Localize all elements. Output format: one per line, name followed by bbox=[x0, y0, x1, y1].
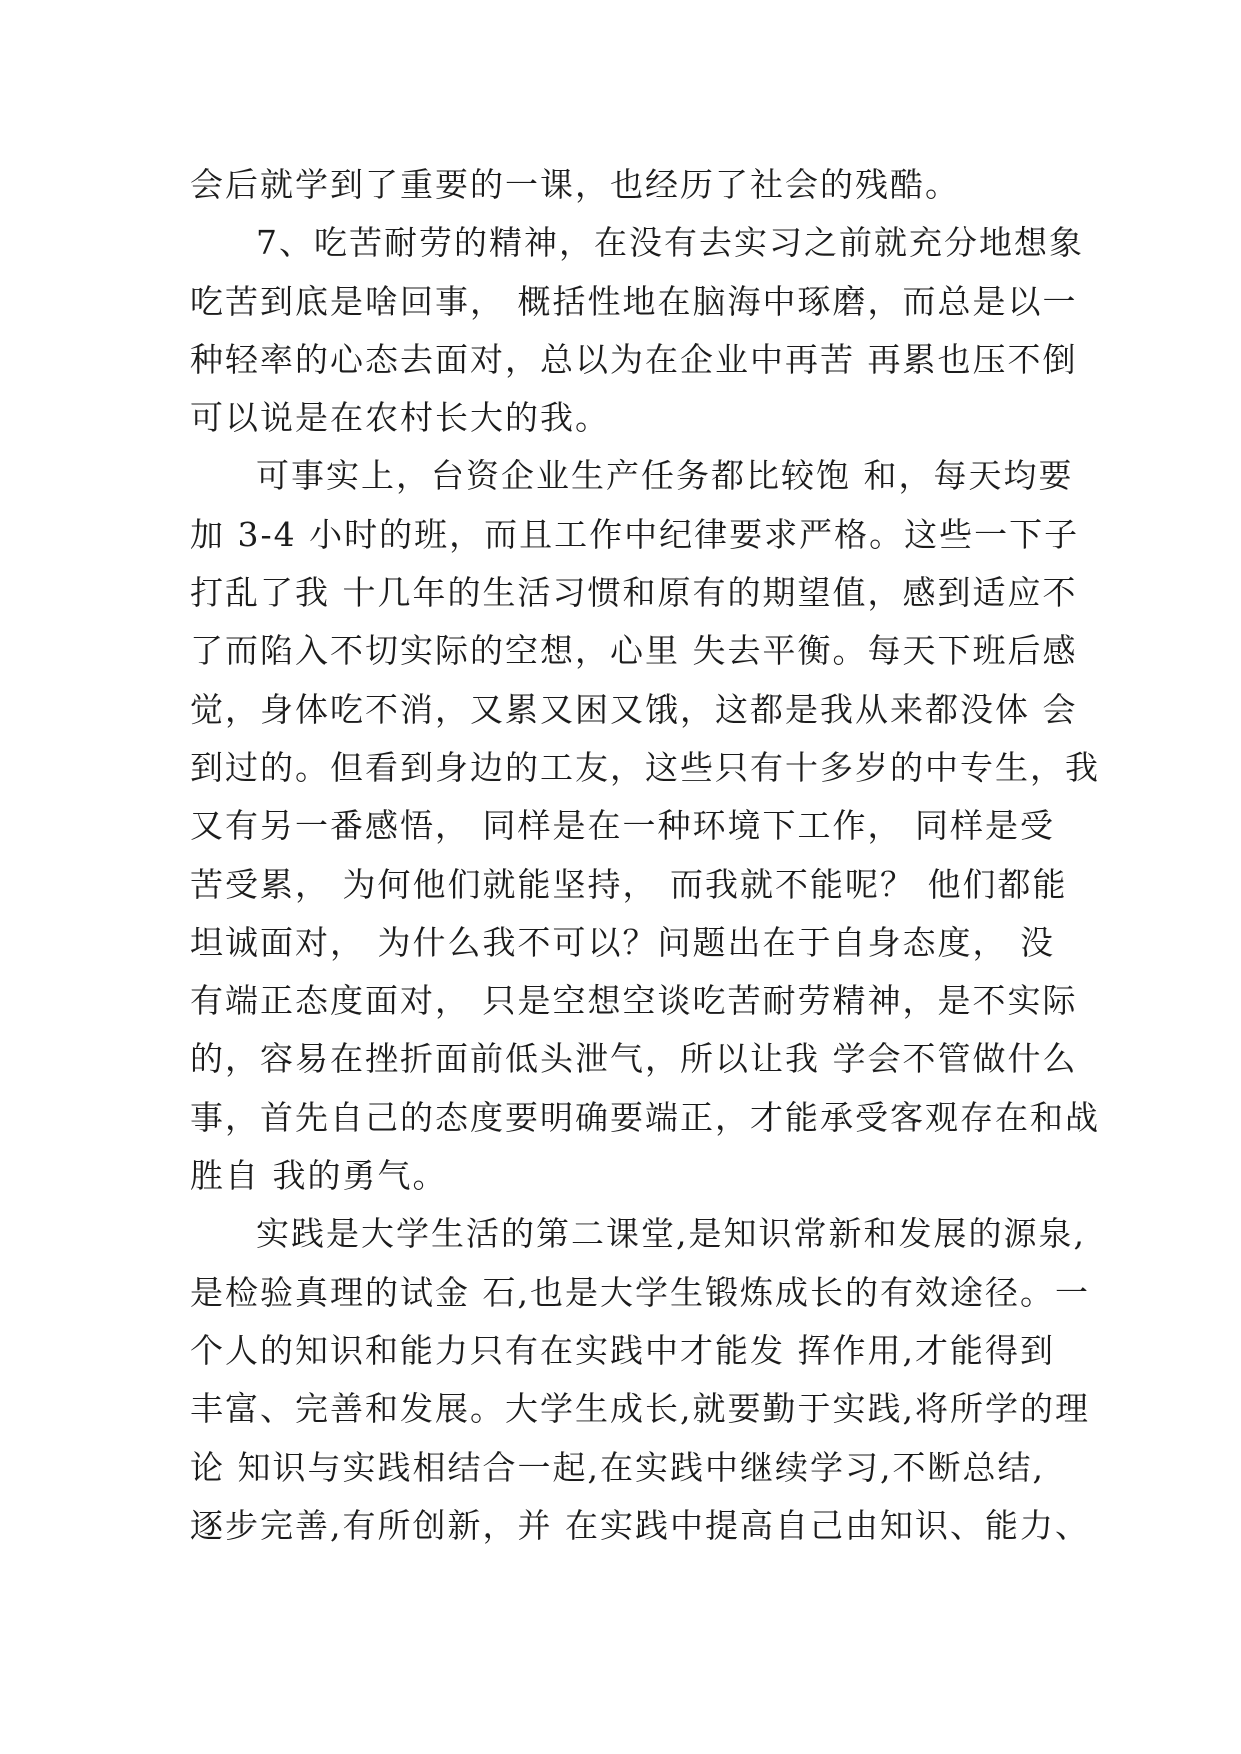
text-line: 丰富、完善和发展。大学生成长,就要勤于实践,将所学的理 bbox=[190, 1389, 1090, 1429]
body-text bbox=[190, 156, 1100, 1555]
paragraph-4 bbox=[190, 1205, 1090, 1555]
text-line: 种轻率的心态去面对，总以为在企业中再苦 再累也压不倒 bbox=[190, 339, 1078, 379]
text-line: 打乱了我 十几年的生活习惯和原有的期望值，感到适应不 bbox=[190, 573, 1078, 613]
text-line: 可以说是在农村长大的我。 bbox=[190, 398, 610, 438]
text-line: 了而陷入不切实际的空想，心里 失去平衡。每天下班后感 bbox=[190, 631, 1078, 671]
text-line: 有端正态度面对， 只是空想空谈吃苦耐劳精神，是不实际 bbox=[190, 981, 1078, 1021]
text-line: 觉，身体吃不消，又累又困又饿，这都是我从来都没体 会 bbox=[190, 689, 1078, 729]
text-line: 逐步完善,有所创新，并 在实践中提高自己由知识、能力、 bbox=[190, 1505, 1090, 1545]
paragraph-3 bbox=[190, 447, 1100, 1205]
text-line: 会后就学到了重要的一课，也经历了社会的残酷。 bbox=[190, 165, 960, 204]
text-line: 又有另一番感悟， 同样是在一种环境下工作， 同样是受 bbox=[190, 806, 1055, 846]
text-line: 坦诚面对， 为什么我不可以？问题出在于自身态度， 没 bbox=[190, 922, 1055, 962]
text-line: 到过的。但看到身边的工友，这些只有十多岁的中专生，我 bbox=[190, 747, 1100, 787]
text-line: 苦受累， 为何他们就能坚持， 而我就不能呢？ 他们都能 bbox=[190, 864, 1068, 904]
paragraph-2 bbox=[190, 214, 1084, 447]
text-line: 加 3-4 小时的班，而且工作中纪律要求严格。这些一下子 bbox=[190, 514, 1080, 554]
text-line: 胜自 我的勇气。 bbox=[190, 1156, 448, 1196]
text-line: 个人的知识和能力只有在实践中才能发 挥作用,才能得到 bbox=[190, 1330, 1055, 1370]
text-line: 的，容易在挫折面前低头泄气，所以让我 学会不管做什么 bbox=[190, 1039, 1078, 1079]
text-line: 吃苦到底是啥回事， 概括性地在脑海中琢磨，而总是以一 bbox=[190, 281, 1078, 321]
text-line: 事，首先自己的态度要明确要端正，才能承受客观存在和战 bbox=[190, 1097, 1100, 1137]
text-line: 可事实上，台资企业生产任务都比较饱 和，每天均要 bbox=[256, 456, 1074, 496]
text-line: 7、吃苦耐劳的精神，在没有去实习之前就充分地想象 bbox=[256, 223, 1084, 263]
text-line: 论 知识与实践相结合一起,在实践中继续学习,不断总结, bbox=[190, 1447, 1045, 1487]
text-line: 是检验真理的试金 石,也是大学生锻炼成长的有效途径。一 bbox=[190, 1272, 1090, 1312]
paragraph-1 bbox=[190, 156, 1070, 214]
text-line: 实践是大学生活的第二课堂,是知识常新和发展的源泉, bbox=[256, 1214, 1086, 1254]
